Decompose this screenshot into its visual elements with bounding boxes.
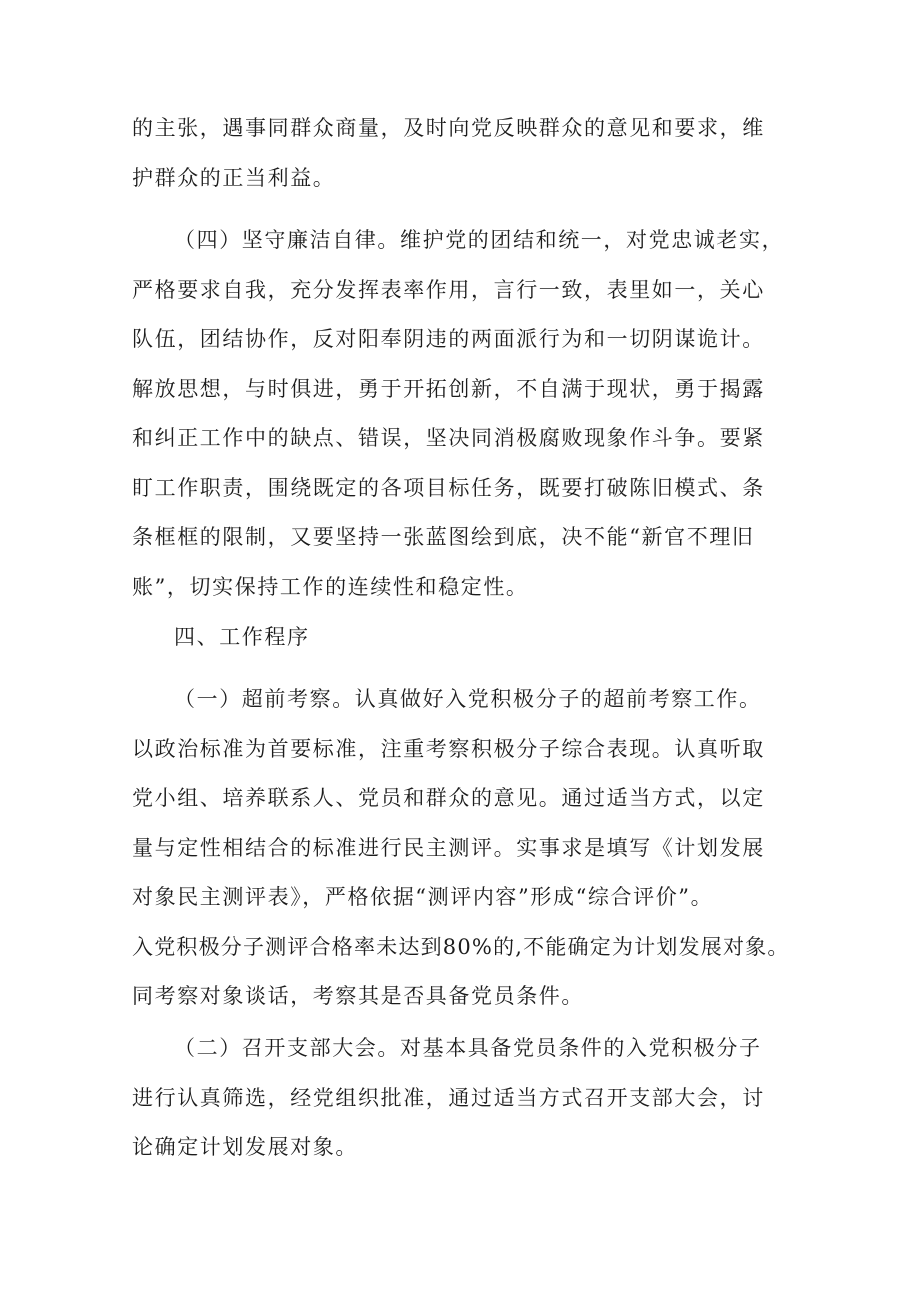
- text-line: 论确定计划发展对象。: [132, 1135, 358, 1159]
- text-line: 进行认真筛选，经党组织批准，通过适当方式召开支部大会，讨: [132, 1085, 765, 1110]
- paragraph-continuation: [132, 104, 792, 203]
- text-line: 严格要求自我，充分发挥表率作用，言行一致，表里如一，关心: [132, 277, 765, 302]
- text-line: 队伍，团结协作，反对阳奉阴违的两面派行为和一切阴谋诡计。: [132, 327, 765, 351]
- paragraph-integrity: [132, 216, 792, 612]
- text-line: （四）坚守廉洁自律。维护党的团结和统一，对党忠诚老实，: [174, 228, 785, 252]
- text-line: 条框框的限制，又要坚持一张蓝图绘到底，决不能“新官不理旧: [132, 525, 755, 549]
- text-line: （一）超前考察。认真做好入党积极分子的超前考察工作。: [174, 687, 762, 711]
- text-line: 账”，切实保持工作的连续性和稳定性。: [132, 574, 529, 599]
- paragraph-step-one: [132, 675, 792, 1022]
- text-line: 盯工作职责，围绕既定的各项目标任务，既要打破陈旧模式、条: [132, 475, 765, 500]
- text-line: 党小组、培养联系人、党员和群众的意见。通过适当方式，以定: [132, 786, 765, 810]
- text-line: 量与定性相结合的标准进行民主测评。实事求是填写《计划发展: [132, 835, 765, 860]
- text-line: （二）召开支部大会。对基本具备党员条件的入党积极分子: [174, 1036, 762, 1060]
- text-line: 以政治标准为首要标准，注重考察积极分子综合表现。认真听取: [132, 736, 765, 761]
- text-line: 入党积极分子测评合格率未达到80%的,不能确定为计划发展对象。: [132, 934, 790, 959]
- paragraph-step-two: [132, 1024, 792, 1173]
- text-line: 的主张，遇事同群众商量，及时向党反映群众的意见和要求，维: [132, 116, 765, 140]
- text-line: 护群众的正当利益。: [132, 165, 336, 190]
- text-line: 和纠正工作中的缺点、错误，坚决同消极腐败现象作斗争。要紧: [132, 426, 765, 450]
- text-line: 解放思想，与时俱进，勇于开拓创新，不自满于现状，勇于揭露: [132, 376, 765, 401]
- section-heading: 四、工作程序: [174, 625, 310, 649]
- text-line: 对象民主测评表》，严格依据“测评内容”形成“综合评价”。: [132, 885, 714, 909]
- text-line: 同考察对象谈话，考察其是否具备党员条件。: [132, 984, 584, 1008]
